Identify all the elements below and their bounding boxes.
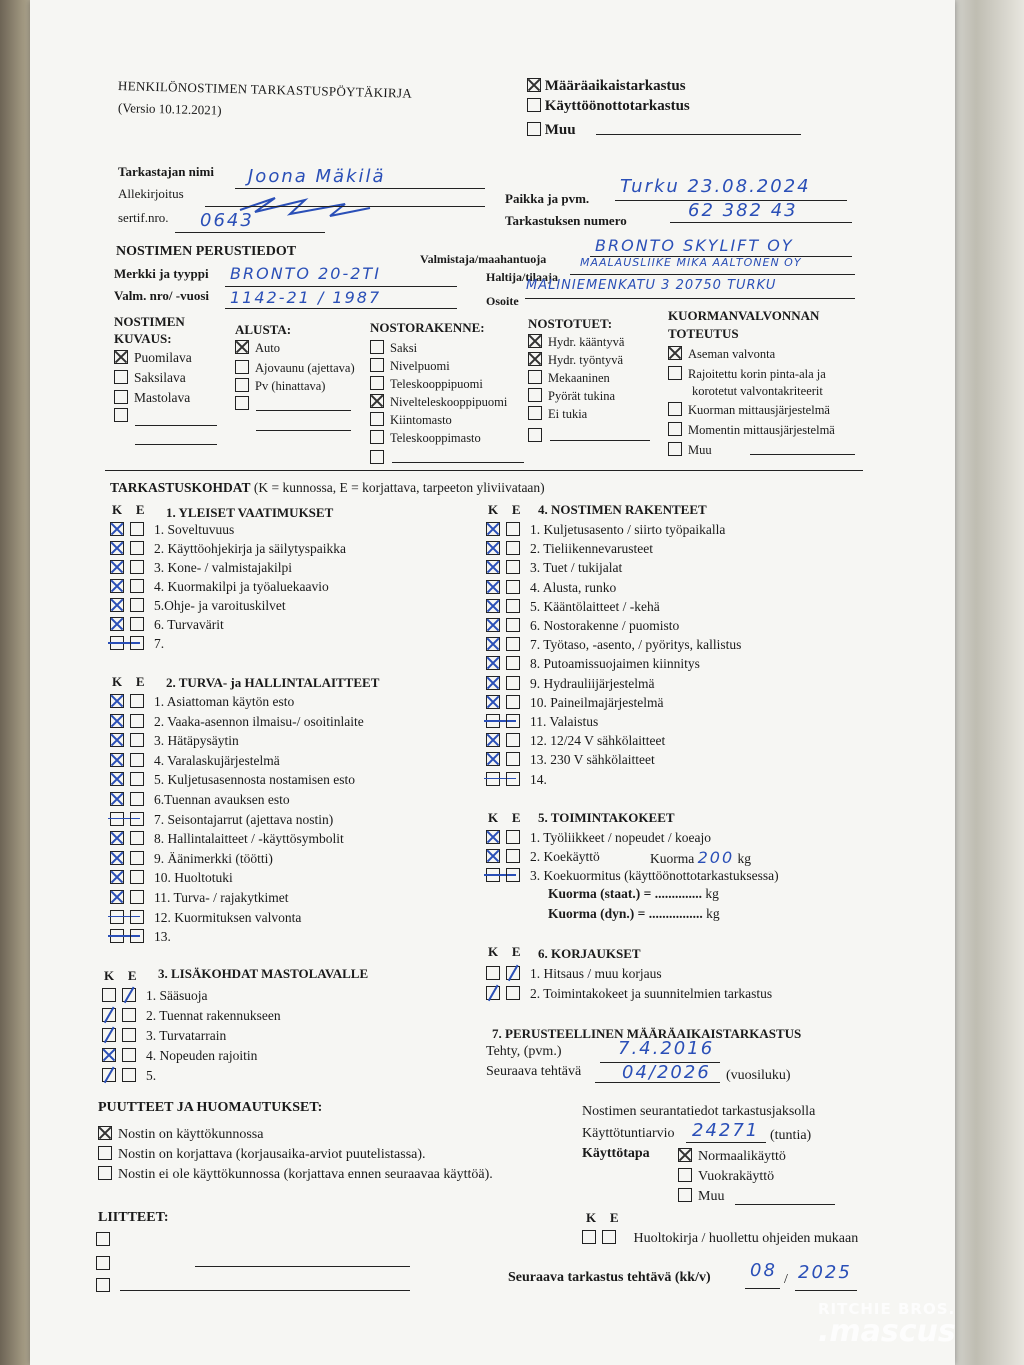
checklist-item[interactable] xyxy=(110,714,364,730)
brand-label: Merkki ja tyyppi xyxy=(114,266,209,281)
checklist-item[interactable] xyxy=(110,792,290,808)
e-checkbox[interactable] xyxy=(122,1048,136,1062)
checkbox[interactable] xyxy=(527,122,541,136)
checklist-item-label: 2. Tieliikennevarusteet xyxy=(530,541,653,557)
checklist-item-label: 10. Huoltotuki xyxy=(154,870,233,886)
checklist-item[interactable] xyxy=(486,522,725,538)
e-checkbox[interactable] xyxy=(506,618,520,632)
checklist-item[interactable] xyxy=(110,910,301,926)
next-inspection-label: Seuraava tarkastus tehtävä (kk/v) xyxy=(508,1270,711,1285)
e-checkbox[interactable] xyxy=(122,988,136,1002)
k-checkbox[interactable] xyxy=(486,541,500,555)
signature-image xyxy=(235,190,375,220)
checklist-item-label: 2. Käyttöohjekirja ja säilytyspaikka xyxy=(154,541,346,556)
thorough-next-label: Seuraava tehtävä xyxy=(486,1064,582,1079)
section-5-title: 5. TOIMINTAKOKEET xyxy=(538,810,675,825)
ke-header: K E xyxy=(488,944,522,959)
checklist-item[interactable] xyxy=(110,929,171,945)
e-checkbox[interactable] xyxy=(506,849,520,863)
e-checkbox[interactable] xyxy=(506,714,520,728)
outrigger-item-mechanical[interactable]: Mekaaninen xyxy=(528,370,610,386)
inspection-number-label: Tarkastuksen numero xyxy=(505,213,627,228)
section-6-title: 6. KORJAUKSET xyxy=(538,946,641,961)
k-checkbox[interactable] xyxy=(486,637,500,651)
section-4-title: 4. NOSTIMEN RAKENTEET xyxy=(538,502,707,517)
checklist-item-label: 11. Valaistus xyxy=(530,714,599,729)
place-value: Turku 23.08.2024 xyxy=(620,176,811,197)
section-divider xyxy=(105,470,863,471)
e-checkbox[interactable] xyxy=(506,733,520,747)
ke-header: K E xyxy=(112,502,146,517)
e-checkbox[interactable] xyxy=(130,851,144,865)
hours-unit: (tuntia) xyxy=(770,1128,812,1143)
checklist-item-label: 9. Äänimerkki (töötti) xyxy=(154,850,273,866)
outriggers-heading: NOSTOTUET: xyxy=(528,316,613,331)
ke-header: K E xyxy=(488,502,522,517)
boom-item-other[interactable] xyxy=(370,450,390,466)
attachment-blank[interactable] xyxy=(96,1278,116,1295)
e-checkbox[interactable] xyxy=(122,1028,136,1042)
checklist-item-label: 6. Turvavärit xyxy=(154,617,224,632)
static-load-field: Kuorma (staat.) = .............. kg xyxy=(548,886,719,901)
chassis-heading: ALUSTA: xyxy=(235,322,292,337)
thorough-done-label: Tehty, (pvm.) xyxy=(486,1044,562,1059)
chassis-item-trailer-driven[interactable]: Ajovaunu (ajettava) xyxy=(235,360,355,376)
e-checkbox[interactable] xyxy=(506,868,520,882)
checklist-item[interactable] xyxy=(102,1028,226,1044)
e-checkbox[interactable] xyxy=(122,1008,136,1022)
checklist-item[interactable] xyxy=(486,560,622,576)
tracking-heading: Nostimen seurantatiedot tarkastusjaksolla xyxy=(582,1104,816,1119)
checklist-item-label: 9. Hydrauliijärjestelmä xyxy=(530,675,655,691)
description-item-boom-platform[interactable]: Puomilava xyxy=(114,350,192,366)
outrigger-item-wheels[interactable]: Pyörät tukina xyxy=(528,388,615,404)
e-checkbox[interactable] xyxy=(130,910,144,924)
remark-needs-repair[interactable]: Nostin on korjattava (korjausaika-arviot puutelistassa). xyxy=(98,1146,426,1163)
checklist-item[interactable] xyxy=(486,618,679,634)
inspection-form-sheet xyxy=(30,0,955,1365)
e-checkbox[interactable] xyxy=(130,831,144,845)
checklist-item[interactable] xyxy=(486,676,654,692)
basic-info-heading: NOSTIMEN PERUSTIEDOT xyxy=(116,244,297,259)
address-label: Osoite xyxy=(486,294,519,308)
inspector-name-label: Tarkastajan nimi xyxy=(118,164,214,179)
checklist-item-label: 8. Putoamissuojaimen kiinnitys xyxy=(530,656,700,672)
checklist-item[interactable] xyxy=(102,1008,281,1024)
checklist-item-label: 3. Tuet / tukijalat xyxy=(530,560,623,576)
k-checkbox[interactable] xyxy=(110,753,124,767)
k-checkbox[interactable] xyxy=(110,733,124,747)
checklist-item-label: 13. xyxy=(154,929,171,945)
e-checkbox[interactable] xyxy=(506,695,520,709)
inspection-points-heading: TARKASTUSKOHDAT (K = kunnossa, E = korjattava, tarpeeton yliviivataan) xyxy=(110,480,545,495)
test-load-value: 200 xyxy=(697,848,735,867)
e-checkbox[interactable] xyxy=(506,522,520,536)
serial-value: 1142-21 / 1987 xyxy=(230,288,382,307)
checklist-item[interactable] xyxy=(110,579,329,595)
e-checkbox[interactable] xyxy=(122,1068,136,1082)
usage-rental[interactable]: Vuokrakäyttö xyxy=(678,1168,774,1185)
other-line xyxy=(596,134,801,135)
ke-header: K E xyxy=(104,968,138,983)
usage-label: Käyttötapa xyxy=(582,1146,650,1161)
description-heading: NOSTIMEN xyxy=(114,314,185,329)
load-control-heading-2: TOTEUTUS xyxy=(668,326,739,341)
section-3-title: 3. LISÄKOHDAT MASTOLAVALLE xyxy=(158,966,369,981)
checklist-item[interactable] xyxy=(486,830,711,846)
section-7-title: 7. PERUSTEELLINEN MÄÄRÄAIKAISTARKASTUS xyxy=(492,1026,802,1041)
e-checkbox[interactable] xyxy=(130,694,144,708)
k-checkbox[interactable] xyxy=(110,910,124,924)
checklist-item-label: 3. Koekuormitus (käyttöönottotarkastuksessa) xyxy=(530,868,779,883)
k-checkbox[interactable] xyxy=(486,656,500,670)
checklist-item-label: 1. Asiattoman käytön esto xyxy=(154,694,295,709)
load-control-heading: KUORMANVALVONNAN xyxy=(668,308,820,323)
next-inspection-year: 2025 xyxy=(798,1262,852,1283)
checklist-item-label: 2. Vaaka-asennon ilmaisu-/ osoitinlaite xyxy=(154,713,364,729)
next-inspection-separator: / xyxy=(784,1272,788,1287)
address-value: MALINIEMENKATU 3 20750 TURKU xyxy=(526,278,777,293)
boom-item-fixed-mast[interactable]: Kiintomasto xyxy=(370,412,452,428)
checklist-item-label: 4. Varalaskujärjestelmä xyxy=(154,752,280,768)
checklist-item-label: 12. Kuormituksen valvonta xyxy=(154,909,302,925)
checklist-item-label: 5.Ohje- ja varoituskilvet xyxy=(154,598,286,613)
checklist-item[interactable] xyxy=(110,851,273,867)
k-checkbox[interactable] xyxy=(110,522,124,536)
checklist-item-label: 14. xyxy=(530,771,547,787)
e-checkbox[interactable] xyxy=(130,733,144,747)
e-checkbox[interactable] xyxy=(130,929,144,943)
boom-item-telescopic[interactable]: Teleskooppipuomi xyxy=(370,376,483,392)
checklist-item-label: 10. Paineilmajärjestelmä xyxy=(530,694,664,710)
k-checkbox[interactable] xyxy=(486,522,500,536)
checklist-item-label: 7. xyxy=(154,636,165,651)
description-item-scissor-platform[interactable]: Saksilava xyxy=(114,370,186,386)
e-checkbox[interactable] xyxy=(506,560,520,574)
thorough-done-value: 7.4.2016 xyxy=(618,1038,715,1059)
checklist-item[interactable] xyxy=(110,870,233,886)
service-book-check[interactable]: Huoltokirja / huollettu ohjeiden mukaan xyxy=(582,1230,858,1247)
checklist-item[interactable] xyxy=(486,695,663,711)
outrigger-item-none[interactable]: Ei tukia xyxy=(528,406,587,422)
k-checkbox[interactable] xyxy=(102,1008,116,1022)
remark-not-operational[interactable]: Nostin ei ole käyttökunnossa (korjattava ennen seuraavaa käyttöä). xyxy=(98,1166,493,1183)
manufacturer-value: BRONTO SKYLIFT OY xyxy=(595,236,794,255)
k-checkbox[interactable] xyxy=(486,599,500,613)
thorough-next-value: 04/2026 xyxy=(622,1062,711,1083)
checklist-item-label: 5. Kuljetusasennosta nostamisen esto xyxy=(154,772,355,788)
thorough-next-suffix: (vuosiluku) xyxy=(726,1068,791,1083)
e-checkbox[interactable] xyxy=(130,812,144,826)
checklist-item-label: 2. Toimintakokeet ja suunnitelmien tarkastus xyxy=(530,986,773,1001)
k-checkbox[interactable] xyxy=(486,830,500,844)
checklist-item[interactable] xyxy=(486,656,700,672)
checklist-item[interactable] xyxy=(110,890,289,906)
k-checkbox[interactable] xyxy=(110,714,124,728)
k-checkbox[interactable] xyxy=(486,733,500,747)
brand-value: BRONTO 20-2TI xyxy=(230,264,381,283)
checklist-item[interactable] xyxy=(110,598,286,614)
checkbox-checked[interactable] xyxy=(527,78,541,92)
k-checkbox[interactable] xyxy=(486,966,500,980)
boom-heading: NOSTORAKENNE: xyxy=(370,320,485,335)
k-checkbox[interactable] xyxy=(110,772,124,786)
boom-item-telescopic-mast[interactable]: Teleskooppimasto xyxy=(370,430,481,446)
owner-value: MAALAUSLIIKE MIKA AALTONEN OY xyxy=(580,256,802,269)
load-control-limited-area[interactable]: Rajoitettu korin pinta-ala ja xyxy=(668,366,826,382)
load-control-other[interactable]: Muu xyxy=(668,442,712,458)
checklist-item[interactable] xyxy=(110,753,280,769)
k-checkbox[interactable] xyxy=(110,579,124,593)
form-version: (Versio 10.12.2021) xyxy=(117,100,222,118)
checklist-item-label: 8. Hallintalaitteet / -käyttösymbolit xyxy=(154,831,344,847)
manufacturer-label: Valmistaja/maahantuoja xyxy=(420,252,547,266)
k-checkbox[interactable] xyxy=(486,868,500,882)
k-checkbox[interactable] xyxy=(486,676,500,690)
k-checkbox[interactable] xyxy=(102,1048,116,1062)
test-load-field: Kuorma 200 kg xyxy=(650,848,752,867)
checklist-item-label: 1. Sääsuoja xyxy=(146,988,208,1003)
k-checkbox[interactable] xyxy=(486,580,500,594)
checklist-item[interactable] xyxy=(486,986,772,1002)
place-label: Paikka ja pvm. xyxy=(505,191,590,206)
checklist-item[interactable] xyxy=(102,1048,257,1064)
k-checkbox[interactable] xyxy=(110,812,124,826)
checklist-item-label: 6.Tuennan avauksen esto xyxy=(154,792,290,807)
e-checkbox[interactable] xyxy=(506,541,520,555)
load-control-moment-measure[interactable]: Momentin mittausjärjestelmä xyxy=(668,422,835,438)
checklist-item[interactable] xyxy=(110,617,224,633)
k-checkbox[interactable] xyxy=(110,598,124,612)
checklist-item[interactable] xyxy=(486,541,653,557)
checklist-item-label: 1. Soveltuvuus xyxy=(154,522,235,537)
attachment-other[interactable] xyxy=(96,1256,116,1273)
checklist-item[interactable] xyxy=(110,522,234,538)
watermark-mascus: .mascus xyxy=(818,1314,956,1349)
checklist-item-label: 5. Kääntölaitteet / -kehä xyxy=(530,598,660,614)
checklist-item-label: 7. Työtaso, -asento, / pyöritys, kallistus xyxy=(530,637,742,653)
inspection-number-value: 62 382 43 xyxy=(688,200,798,221)
checklist-item[interactable] xyxy=(486,637,741,653)
checklist-item[interactable] xyxy=(486,849,600,865)
e-checkbox[interactable] xyxy=(506,752,520,766)
checklist-item[interactable] xyxy=(110,772,355,788)
checklist-item-label: 3. Kone- / valmistajakilpi xyxy=(154,560,292,575)
e-checkbox[interactable] xyxy=(130,560,144,574)
checklist-item-label: 5. xyxy=(146,1068,157,1083)
serial-label: Valm. nro/ -vuosi xyxy=(114,288,209,303)
checklist-item-label: 3. Turvatarrain xyxy=(146,1028,227,1043)
cert-label: sertif.nro. xyxy=(118,210,169,225)
description-heading-2: KUVAUS: xyxy=(114,331,172,346)
checklist-item-label: 1. Hitsaus / muu korjaus xyxy=(530,966,662,981)
e-checkbox[interactable] xyxy=(130,870,144,884)
k-checkbox[interactable] xyxy=(110,694,124,708)
signature-label: Allekirjoitus xyxy=(118,186,184,201)
e-checkbox[interactable] xyxy=(506,637,520,651)
chassis-item-car[interactable]: Auto xyxy=(235,340,280,356)
remark-operational[interactable]: Nostin on käyttökunnossa xyxy=(98,1126,263,1143)
watermark-ritchie: RITCHIE BROS. xyxy=(818,1300,956,1318)
k-checkbox[interactable] xyxy=(102,1068,116,1082)
load-control-position[interactable]: Aseman valvonta xyxy=(668,346,775,362)
chassis-item-trailer-towed[interactable]: Pv (hinattava) xyxy=(235,378,325,394)
checklist-item[interactable] xyxy=(110,636,164,652)
checklist-item-label: 1. Työliikkeet / nopeudet / koeajo xyxy=(530,830,712,845)
k-checkbox[interactable] xyxy=(110,636,124,650)
type-option-commissioning[interactable]: Käyttöönottotarkastus xyxy=(527,98,690,115)
e-checkbox[interactable] xyxy=(130,598,144,612)
hours-label: Käyttötuntiarvio xyxy=(582,1126,675,1141)
hours-value: 24271 xyxy=(692,1120,760,1141)
k-checkbox[interactable] xyxy=(486,618,500,632)
form-title: HENKILÖNOSTIMEN TARKASTUSPÖYTÄKIRJA xyxy=(117,78,413,101)
k-checkbox[interactable] xyxy=(486,752,500,766)
k-checkbox[interactable] xyxy=(110,870,124,884)
e-checkbox[interactable] xyxy=(130,753,144,767)
checklist-item[interactable] xyxy=(486,752,655,768)
checklist-item-label: 2. Koekäyttö xyxy=(530,849,600,864)
checklist-item[interactable] xyxy=(110,541,346,557)
type-option-other[interactable]: Muu xyxy=(527,122,576,139)
boom-item-scissor[interactable]: Saksi xyxy=(370,340,417,356)
e-checkbox[interactable] xyxy=(506,966,520,980)
checklist-item-label: 6. Nostorakenne / puomisto xyxy=(530,618,680,633)
k-checkbox[interactable] xyxy=(486,849,500,863)
checklist-item-label: 11. Turva- / rajakytkimet xyxy=(154,890,289,905)
e-checkbox[interactable] xyxy=(506,676,520,690)
checkbox[interactable] xyxy=(527,98,541,112)
k-checkbox[interactable] xyxy=(102,988,116,1002)
checklist-item[interactable] xyxy=(110,560,292,576)
next-inspection-month: 08 xyxy=(750,1260,777,1281)
k-checkbox[interactable] xyxy=(110,890,124,904)
checklist-item[interactable] xyxy=(486,733,665,749)
outrigger-item-other[interactable] xyxy=(528,428,548,444)
checklist-item-label: 4. Alusta, runko xyxy=(530,579,617,595)
e-checkbox[interactable] xyxy=(506,772,520,786)
section-2-title: 2. TURVA- ja HALLINTALAITTEET xyxy=(166,675,380,690)
k-checkbox[interactable] xyxy=(110,560,124,574)
e-checkbox[interactable] xyxy=(130,541,144,555)
k-checkbox[interactable] xyxy=(110,831,124,845)
load-control-limited-area-2: korotetut valvontakriteerit xyxy=(692,384,823,398)
k-checkbox[interactable] xyxy=(110,792,124,806)
e-checkbox[interactable] xyxy=(130,714,144,728)
e-checkbox[interactable] xyxy=(130,617,144,631)
checklist-item-label: 2. Tuennat rakennukseen xyxy=(146,1008,281,1023)
e-checkbox[interactable] xyxy=(130,890,144,904)
e-checkbox[interactable] xyxy=(506,599,520,613)
k-checkbox[interactable] xyxy=(486,560,500,574)
k-checkbox[interactable] xyxy=(486,772,500,786)
e-checkbox[interactable] xyxy=(130,772,144,786)
section-1-title: 1. YLEISET VAATIMUKSET xyxy=(166,505,334,520)
checklist-item-label: 1. Kuljetusasento / siirto työpaikalla xyxy=(530,522,726,537)
dynamic-load-field: Kuorma (dyn.) = ................ kg xyxy=(548,906,720,921)
outrigger-item-hydr-extend[interactable]: Hydr. työntyvä xyxy=(528,352,623,368)
inspector-name-value: Joona Mäkilä xyxy=(248,166,386,187)
checklist-item[interactable] xyxy=(110,694,294,710)
checklist-item[interactable] xyxy=(486,599,660,615)
type-option-periodic[interactable]: Määräaikaistarkastus xyxy=(527,78,686,95)
checklist-item-label: 13. 230 V sähkölaitteet xyxy=(530,752,655,768)
e-checkbox[interactable] xyxy=(506,580,520,594)
checklist-item-label: 4. Nopeuden rajoitin xyxy=(146,1048,258,1063)
checklist-item[interactable] xyxy=(486,714,598,730)
checklist-item[interactable] xyxy=(486,580,616,596)
attachments-heading: LIITTEET: xyxy=(98,1210,169,1225)
e-checkbox[interactable] xyxy=(130,636,144,650)
watermark xyxy=(818,1300,956,1349)
attachment-deficiency-list[interactable] xyxy=(96,1232,116,1249)
load-control-load-measure[interactable]: Kuorman mittausjärjestelmä xyxy=(668,402,830,418)
checklist-item[interactable] xyxy=(110,733,239,749)
k-checkbox[interactable] xyxy=(102,1028,116,1042)
k-checkbox[interactable] xyxy=(110,617,124,631)
description-item-other[interactable] xyxy=(114,408,134,424)
description-item-mast-platform[interactable]: Mastolava xyxy=(114,390,190,406)
outrigger-item-hydr-swing[interactable]: Hydr. kääntyvä xyxy=(528,334,624,350)
k-checkbox[interactable] xyxy=(486,986,500,1000)
background-right xyxy=(944,0,1024,1365)
checklist-item-label: 3. Hätäpysäytin xyxy=(154,733,239,749)
usage-normal[interactable]: Normaalikäyttö xyxy=(678,1148,786,1165)
owner-label: Haltija/tilaaja xyxy=(486,270,558,284)
boom-item-articulated-telescopic[interactable]: Nivelteleskooppipuomi xyxy=(370,394,507,410)
k-checkbox[interactable] xyxy=(110,929,124,943)
checklist-item-label: 7. Seisontajarrut (ajettava nostin) xyxy=(154,811,334,827)
e-checkbox[interactable] xyxy=(130,579,144,593)
checklist-item-label: 4. Kuormakilpi ja työaluekaavio xyxy=(154,579,329,594)
chassis-item-other[interactable] xyxy=(235,396,255,412)
ke-header: K E xyxy=(112,674,146,689)
e-checkbox[interactable] xyxy=(130,522,144,536)
e-checkbox[interactable] xyxy=(506,656,520,670)
checklist-item[interactable] xyxy=(486,868,779,884)
checklist-item-label: 12. 12/24 V sähkölaitteet xyxy=(530,733,666,749)
e-checkbox[interactable] xyxy=(506,830,520,844)
checklist-item[interactable] xyxy=(486,966,662,982)
checklist-item[interactable] xyxy=(102,988,208,1004)
ke-header: K E xyxy=(488,810,522,825)
k-checkbox[interactable] xyxy=(110,851,124,865)
e-checkbox[interactable] xyxy=(130,792,144,806)
checklist-item[interactable] xyxy=(102,1068,156,1084)
checklist-item[interactable] xyxy=(486,772,547,788)
k-checkbox[interactable] xyxy=(486,714,500,728)
k-checkbox[interactable] xyxy=(486,695,500,709)
usage-other[interactable]: Muu xyxy=(678,1188,724,1205)
boom-item-articulated[interactable]: Nivelpuomi xyxy=(370,358,450,374)
remarks-heading: PUUTTEET JA HUOMAUTUKSET: xyxy=(98,1100,323,1115)
checklist-item[interactable] xyxy=(110,812,333,828)
checklist-item[interactable] xyxy=(110,831,344,847)
ke-header: K E xyxy=(586,1210,620,1225)
k-checkbox[interactable] xyxy=(110,541,124,555)
cert-value: 0643 xyxy=(200,210,254,231)
e-checkbox[interactable] xyxy=(506,986,520,1000)
